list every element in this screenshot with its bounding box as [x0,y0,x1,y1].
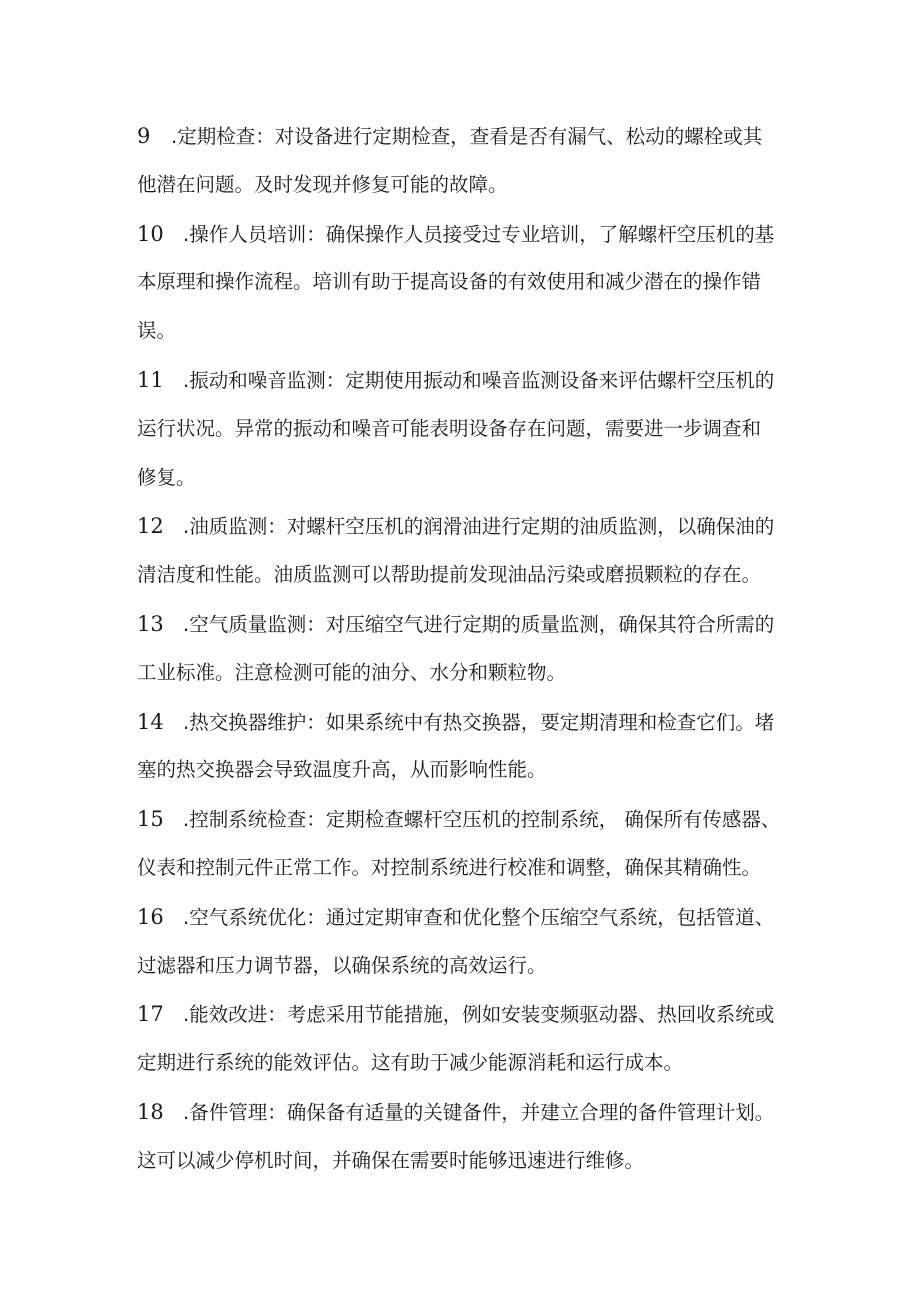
list-item-12 [137,502,797,600]
item-text: .定期检查：对设备进行定期检查，查看是否有漏气、松动的螺栓或其 [171,125,763,148]
item-number: 16 [137,904,164,929]
item-continuation-line: 工业标准。注意检测可能的油分、水分和颗粒物。 [137,660,567,684]
list-item-13 [137,600,797,698]
item-first-line [137,990,797,1039]
item-continuation-line: 仪表和控制元件正常工作。对控制系统进行校准和调整，确保其精确性。 [137,855,762,879]
item-continuation-line: 过滤器和压力调节器，以确保系统的高效运行。 [137,953,547,977]
item-text: .振动和噪音监测：定期使用振动和噪音监测设备来评估螺杆空压机的 [183,368,775,392]
item-first-line [137,893,797,942]
item-first-line [137,795,797,844]
item-text: .热交换器维护：如果系统中有热交换器，要定期清理和检查它们。堵 [183,710,775,734]
item-continuation-line: 他潜在问题。及时发现并修复可能的故障。 [137,172,508,196]
item-continuation-line: 本原理和操作流程。培训有助于提高设备的有效使用和减少潜在的操作错 [137,270,762,294]
item-first-line [137,210,797,259]
item-text: .控制系统检查：定期检查螺杆空压机的控制系统， 确保所有传感器、 [183,808,781,832]
item-first-line [137,1088,797,1137]
list-item-14 [137,698,797,796]
item-number: 9 [137,124,151,148]
item-continuation-line: 定期进行系统的能效评估。这有助于减少能源消耗和运行成本。 [137,1051,684,1075]
item-text: .空气质量监测：对压缩空气进行定期的质量监测，确保其符合所需的 [183,612,775,636]
list-item-16 [137,893,797,991]
item-continuation-line: 这可以减少停机时间，并确保在需要时能够迅速进行维修。 [137,1148,645,1172]
item-number: 14 [137,709,164,734]
item-continuation-line: 塞的热交换器会导致温度升高，从而影响性能。 [137,758,547,782]
list-item-15 [137,795,797,893]
list-item-10 [137,210,797,356]
item-number: 11 [137,367,164,392]
item-number: 13 [137,611,164,636]
item-first-line [137,502,797,551]
item-continuation-line: 误。 [137,319,177,343]
item-text: .能效改进：考虑采用节能措施，例如安装变频驱动器、热回收系统或 [183,1003,775,1027]
list-item-11 [137,356,797,502]
item-number: 17 [137,1002,164,1027]
item-text: .备件管理：确保备有适量的关键备件，并建立合理的备件管理计划。 [183,1100,775,1124]
item-continuation-line: 修复。 [137,465,196,489]
list-item-9 [137,112,797,210]
item-first-line [137,356,797,405]
item-first-line [137,698,797,747]
item-text: .油质监测：对螺杆空压机的润滑油进行定期的油质监测，以确保油的 [183,515,775,539]
list-item-18 [137,1088,797,1186]
maintenance-list [137,112,797,1186]
item-first-line [137,600,797,649]
item-number: 12 [137,514,164,539]
item-continuation-line: 运行状况。异常的振动和噪音可能表明设备存在问题，需要进一步调查和 [137,416,762,440]
item-number: 15 [137,807,164,832]
item-continuation-line: 清洁度和性能。油质监测可以帮助提前发现油品污染或磨损颗粒的存在。 [137,563,762,587]
item-text: .操作人员培训：确保操作人员接受过专业培训，了解螺杆空压机的基 [183,222,775,246]
item-number: 18 [137,1099,164,1124]
item-first-line [137,112,797,161]
list-item-17 [137,990,797,1088]
item-number: 10 [137,221,164,246]
item-text: .空气系统优化：通过定期审查和优化整个压缩空气系统，包括管道、 [183,905,775,929]
